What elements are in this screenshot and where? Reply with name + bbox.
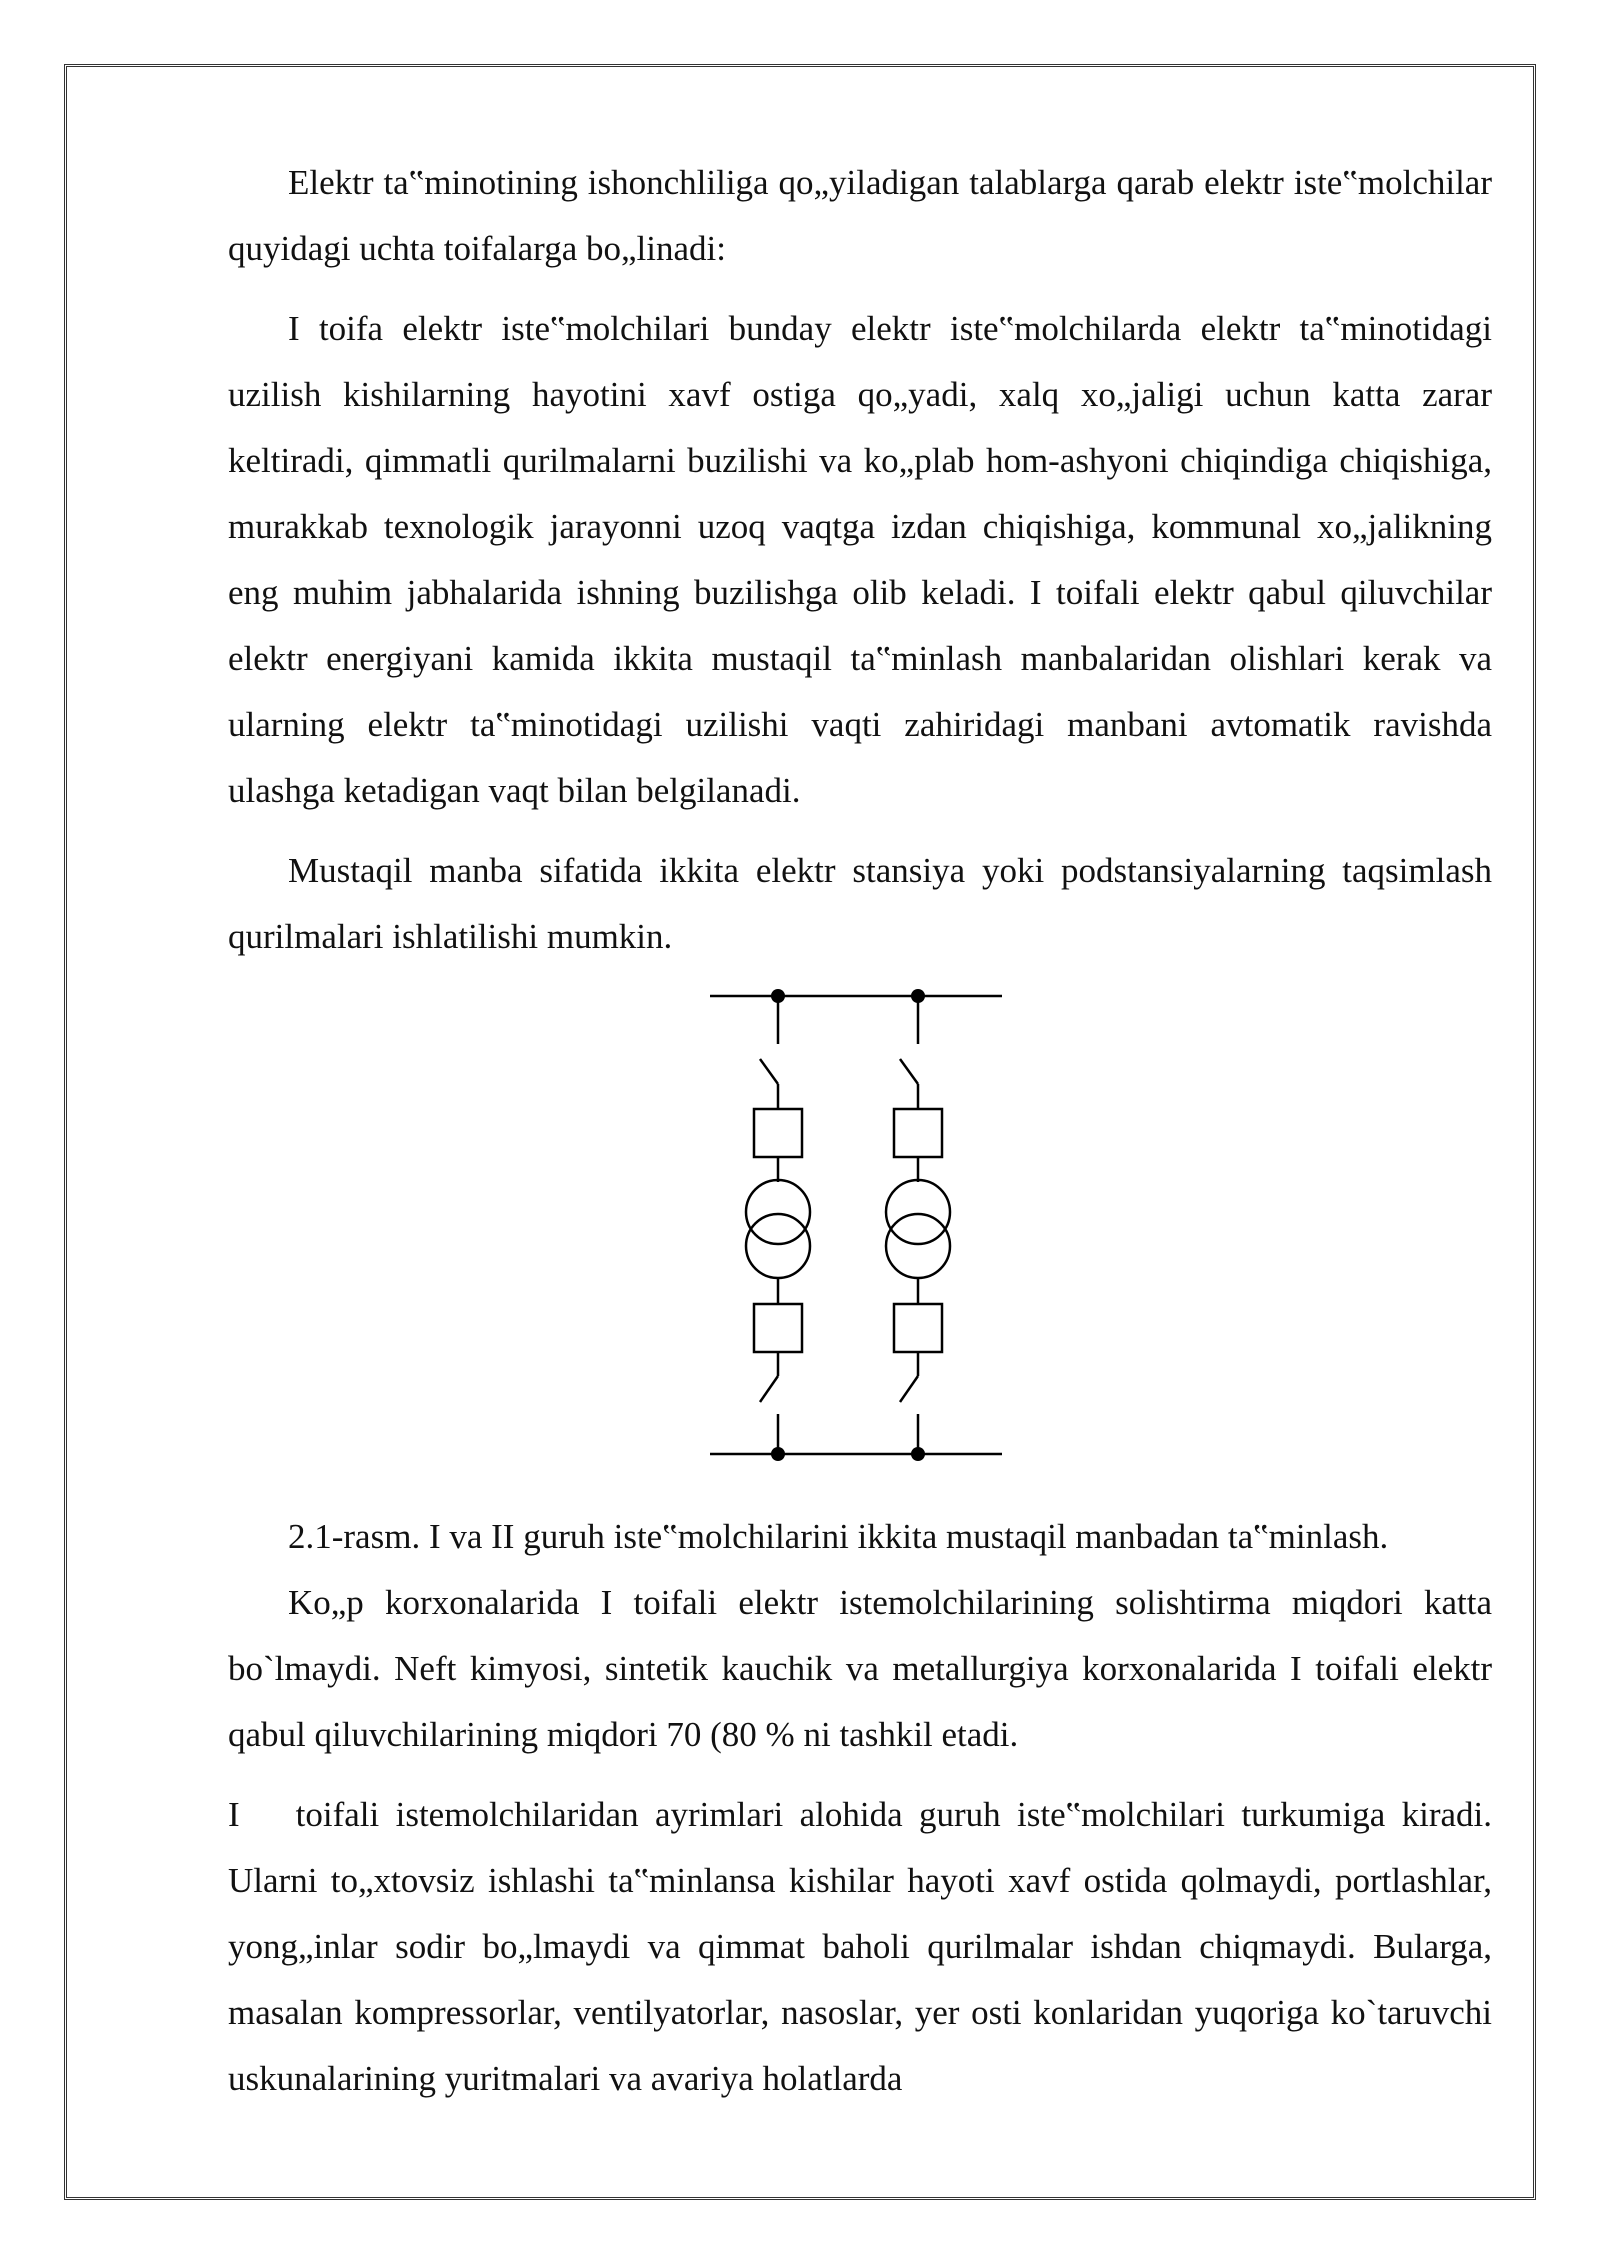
left-top-switch (760, 1059, 778, 1084)
top-left-node (771, 989, 785, 1003)
right-branch (886, 996, 950, 1454)
paragraph-category-share: Ko„p korxonalarida I toifali elektr istemolchilarining solishtirma miqdori katta bo`lmaydi. Neft kimyosi, sintetik kauchik va metallurgiya korxonalarida I toifali elektr qabul qiluvchilarining miqdori 70 (80 % ni tashkil etadi. (228, 1583, 1492, 1754)
right-transformer-secondary (886, 1214, 950, 1278)
bottom-left-node (771, 1447, 785, 1461)
right-bottom-switch (900, 1376, 918, 1402)
paragraph-independent-source: Mustaqil manba sifatida ikkita elektr stansiya yoki podstansiyalarning taqsimlash qurilmalari ishlatilishi mumkin. (228, 851, 1492, 956)
paragraph-lead-numeral: I (228, 1795, 240, 1834)
right-top-breaker (894, 1109, 942, 1157)
paragraph-special-group (228, 1782, 1492, 2112)
left-bottom-switch (760, 1376, 778, 1402)
paragraph-category-one: I toifa elektr iste‟molchilari bunday elektr iste‟molchilarda elektr ta‟minotidagi uzilish kishilarning hayotini xavf ostiga qo„yadi, xalq xo„jaligi uchun katta zarar keltiradi, qimmatli qurilmalarni buzilishi va ko„plab hom-ashyoni chiqindiga chiqishiga, murakkab texnologik jarayonni uzoq vaqtga izdan chiqishiga, kommunal xo„jalikning eng muhim jabhalarida ishning buzilishga olib keladi. I toifali elektr qabul qiluvchilar elektr energiyani kamida ikkita mustaqil ta‟minlash manbalaridan olishlari kerak va ularning elektr ta‟minotidagi uzilishi vaqti zahiridagi manbani avtomatik ravishda ulashga ketadigan vaqt bilan belgilanadi. (228, 309, 1492, 810)
right-bottom-breaker (894, 1304, 942, 1352)
figure-two-source-diagram (228, 984, 1492, 1504)
left-branch (746, 996, 810, 1454)
right-transformer-primary (886, 1180, 950, 1244)
bottom-right-node (911, 1447, 925, 1461)
left-transformer-secondary (746, 1214, 810, 1278)
top-right-node (911, 989, 925, 1003)
paragraph-special-group-text: toifali istemolchilaridan ayrimlari alohida guruh iste‟molchilari turkumiga kiradi. Ularni to„xtovsiz ishlashi ta‟minlansa kishilar hayoti xavf ostida qolmaydi, portlashlar, yong„inlar sodir bo„lmaydi va qimmat baholi qurilmalar ishdan chiqmaydi. Bulargа, masalan kompressorlar, ventilyatorlar, nasoslar, yer osti konlaridan yuqoriga ko`taruvchi uskunalarining yuritmalari va avariya holatlarda (228, 1795, 1492, 2098)
left-bottom-breaker (754, 1304, 802, 1352)
figure-caption: 2.1-rasm. I va II guruh iste‟molchilarini ikkita mustaqil manbadan ta‟minlash. (288, 1517, 1389, 1556)
supply-scheme-diagram (710, 984, 1010, 1504)
left-top-breaker (754, 1109, 802, 1157)
left-transformer-primary (746, 1180, 810, 1244)
right-top-switch (900, 1059, 918, 1084)
paragraph-categories-intro: Elektr ta‟minotining ishonchliligа qo„yiladigan talablarga qarab elektr iste‟molchilar quyidagi uchta toifalarga bo„linadi: (228, 163, 1492, 268)
document-body (228, 150, 1492, 2126)
